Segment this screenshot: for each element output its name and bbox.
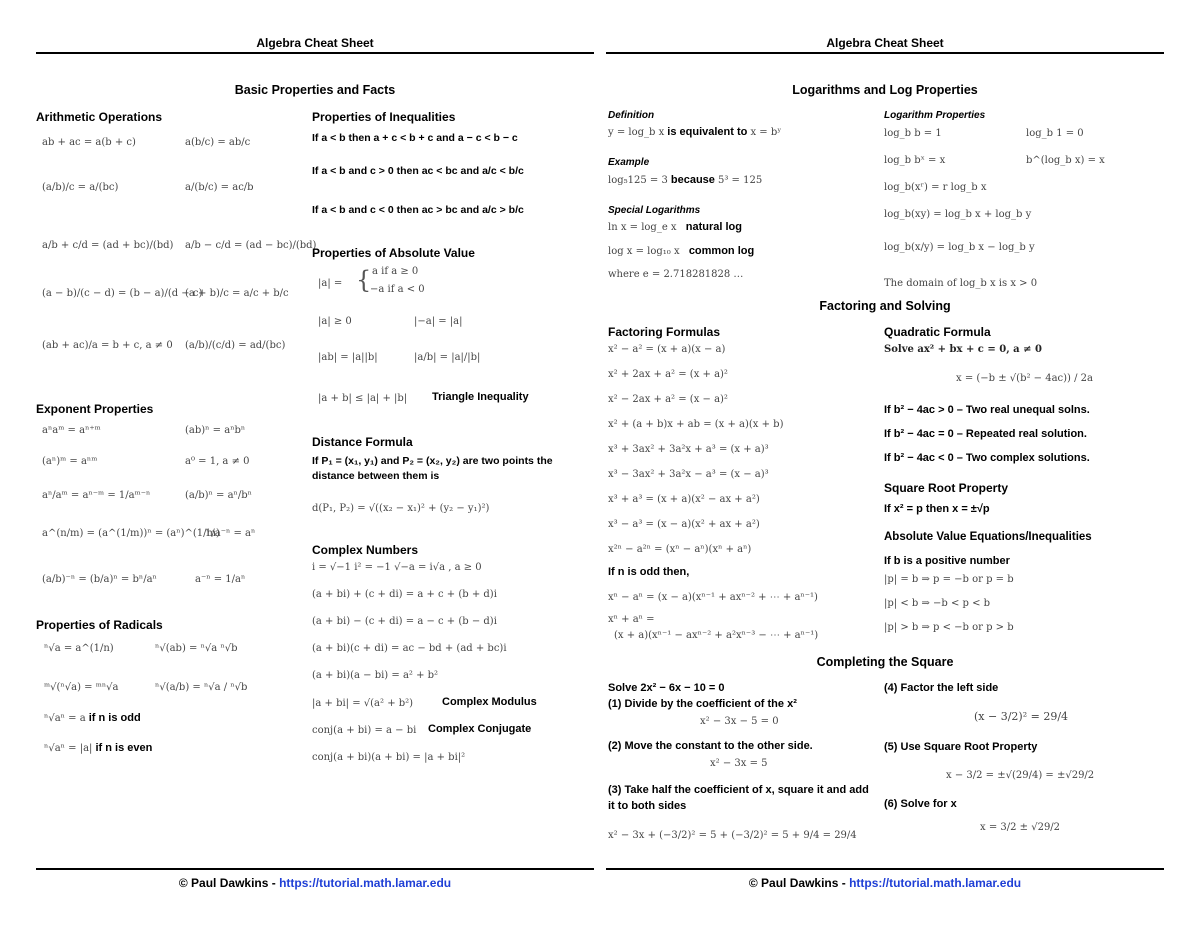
modulus-label: Complex Modulus [442,696,537,708]
formula: x² + (a + b)x + ab = (x + a)(x + b) [608,419,784,430]
conjugate-label: Complex Conjugate [428,723,532,735]
inequality-line: If a < b and c < 0 then ac > bc and a/c > b/c [312,204,524,216]
formula: ⁿ√a = a^(1/n) [44,643,114,654]
footer-rule [606,868,1164,870]
abs-eq-row: |p| < b ⇒ −b < p < b [884,598,991,609]
definition-title: Definition [608,110,655,121]
abs-def-lhs: |a| = [318,278,343,289]
where-line: where e = 2.718281828 … [608,269,744,280]
formula: ᵐ√(ⁿ√a) = ᵐⁿ√a [44,682,119,693]
formula: log_b b = 1 [884,128,942,139]
sqrt-prop-title: Square Root Property [884,481,1009,495]
inequality-line: If a < b and c > 0 then ac < bc and a/c < b/c [312,165,524,177]
radical-even: ⁿ√aⁿ = |a| if n is even [44,742,153,754]
footer-rule [36,868,594,870]
formula: xⁿ + aⁿ = [608,614,655,625]
complete-formula: x² − 3x − 5 = 0 [700,716,779,727]
formula: |ab| = |a||b| [318,352,378,363]
quadratic-solve: Solve ax² + bx + c = 0, a ≠ 0 [884,344,1042,355]
page-footer [600,876,1170,890]
triangle-label: Triangle Inequality [432,391,529,403]
quadratic-case: If b² − 4ac < 0 – Two complex solutions. [884,452,1090,464]
section-title: Logarithms and Log Properties [792,83,978,97]
formula: conj(a + bi) = a − bi [312,725,417,736]
inequalities-title: Properties of Inequalities [312,110,456,124]
formula: a(b/c) = ab/c [185,137,251,148]
formula: x³ + 3ax² + 3a²x + a³ = (x + a)³ [608,444,769,455]
formula: b^(log_b x) = x [1026,155,1105,166]
left-page [30,0,600,927]
absolute-title: Properties of Absolute Value [312,246,475,260]
formula: (ab)ⁿ = aⁿbⁿ [185,425,246,436]
formula: x² + 2ax + a² = (x + a)² [608,369,728,380]
formula: |−a| = |a| [414,316,463,327]
formula: x² − a² = (x + a)(x − a) [608,344,726,355]
formula: (a/b)ⁿ = aⁿ/bⁿ [185,490,252,501]
section-title: Basic Properties and Facts [234,83,396,97]
distance-title: Distance Formula [312,435,413,449]
abs-case: a if a ≥ 0 [372,266,419,277]
special-title: Special Logarithms [608,205,701,216]
footer-link[interactable]: https://tutorial.math.lamar.edu [849,876,1022,890]
log-domain: The domain of log_b x is x > 0 [884,278,1038,289]
header-rule [36,52,594,54]
complete-step: (4) Factor the left side [884,682,999,694]
formula: log_b 1 = 0 [1026,128,1084,139]
ln-line: ln x = log_e x natural log [608,221,742,233]
formula: ab + ac = a(b + c) [42,137,136,148]
complete-step: (3) Take half the coefficient of x, square it and add it to both sides [608,784,869,812]
formula: log_b(xʳ) = r log_b x [884,182,987,193]
log-props-title: Logarithm Properties [884,110,986,121]
section-title: Factoring and Solving [819,299,951,313]
distance-formula: d(P₁, P₂) = √((x₂ − x₁)² + (y₂ − y₁)²) [312,503,490,514]
formula: |a + bi| = √(a² + b²) [312,698,414,709]
complete-step: (2) Move the constant to the other side. [608,740,813,752]
complete-formula: x = 3/2 ± √29/2 [980,822,1061,833]
arithmetic-title: Arithmetic Operations [36,110,163,124]
formula: (a/b)/c = a/(bc) [42,182,119,193]
definition-line: y = log_b x is equivalent to x = bʸ [608,126,782,138]
formula: log_b bˣ = x [884,155,946,166]
formula: x²ⁿ − a²ⁿ = (xⁿ − aⁿ)(xⁿ + aⁿ) [608,544,752,555]
formula: (a + bi)(c + di) = ac − bd + (ad + bc)i [312,643,507,654]
page-header: Algebra Cheat Sheet [826,36,944,50]
abs-eq-lead: If b is a positive number [884,555,1010,567]
formula: (a + bi) − (c + di) = a − c + (b − d)i [312,616,497,627]
footer-link[interactable]: https://tutorial.math.lamar.edu [279,876,452,890]
quadratic-case: If b² − 4ac = 0 – Repeated real solution. [884,428,1087,440]
example-line: log₅125 = 3 because 5³ = 125 [608,174,763,186]
complete-step: (1) Divide by the coefficient of the x² [608,698,797,710]
formula: (a + bi) + (c + di) = a + c + (b + d)i [312,589,497,600]
complex-title: Complex Numbers [312,543,419,557]
right-page [600,0,1170,927]
quadratic-formula: x = (−b ± √(b² − 4ac)) / 2a [956,373,1093,384]
formula: a/b − c/d = (ad − bc)/(bd) [185,240,317,251]
section-title: Completing the Square [816,655,954,669]
exponent-title: Exponent Properties [36,402,154,416]
complete-formula: x² − 3x = 5 [710,758,768,769]
example-title: Example [608,157,650,168]
quadratic-title: Quadratic Formula [884,325,991,339]
formula: aⁿ/aᵐ = aⁿ⁻ᵐ = 1/aᵐ⁻ⁿ [42,490,151,501]
complete-solve: Solve 2x² − 6x − 10 = 0 [608,682,725,694]
formula: (x + a)(xⁿ⁻¹ − axⁿ⁻² + a²xⁿ⁻³ − ⋯ + aⁿ⁻¹) [614,630,819,641]
footer-author: © Paul Dawkins - [178,876,280,890]
factoring-title: Factoring Formulas [608,325,721,339]
formula: a⁰ = 1, a ≠ 0 [185,456,250,467]
formula: |a| ≥ 0 [318,316,352,327]
formula: (aⁿ)ᵐ = aⁿᵐ [42,456,98,467]
quadratic-case: If b² − 4ac > 0 – Two real unequal solns. [884,404,1090,416]
footer-author: © Paul Dawkins - [748,876,850,890]
complete-formula: x² − 3x + (−3/2)² = 5 + (−3/2)² = 5 + 9/4 = 29/4 [608,830,857,841]
sqrt-prop-text: If x² = p then x = ±√p [884,503,990,515]
distance-text: If P₁ = (x₁, y₁) and P₂ = (x₂, y₂) are two points the distance between them is [312,455,553,482]
formula: a/(b/c) = ac/b [185,182,254,193]
formula: (a/b)⁻ⁿ = (b/a)ⁿ = bⁿ/aⁿ [42,574,157,585]
complete-formula: x − 3/2 = ±√(29/4) = ±√29/2 [946,770,1095,781]
formula: x³ − 3ax² + 3a²x − a³ = (x − a)³ [608,469,769,480]
formula: (a/b)/(c/d) = ad/(bc) [185,340,286,351]
formula: a/b + c/d = (ad + bc)/(bd) [42,240,174,251]
formula: ⁿ√(a/b) = ⁿ√a / ⁿ√b [155,682,248,693]
complete-formula: (x − 3/2)² = 29/4 [974,710,1069,723]
log-line: log x = log₁₀ x common log [608,245,755,257]
radical-odd: ⁿ√aⁿ = a if n is odd [44,712,141,724]
formula: aⁿaᵐ = aⁿ⁺ᵐ [42,425,101,436]
abs-case: −a if a < 0 [370,284,425,295]
formula: a⁻ⁿ = 1/aⁿ [195,574,246,585]
inequality-line: If a < b then a + c < b + c and a − c < b − c [312,132,518,144]
brace-glyph: { [356,266,372,294]
complete-step: (6) Solve for x [884,798,957,810]
complete-step: (5) Use Square Root Property [884,741,1038,753]
formula: |a + b| ≤ |a| + |b| [318,393,408,404]
formula: conj(a + bi)(a + bi) = |a + bi|² [312,752,466,763]
formula: x² − 2ax + a² = (x − a)² [608,394,728,405]
formula: x³ + a³ = (x + a)(x² − ax + a²) [608,494,760,505]
page-footer [30,876,600,890]
formula: (a − b)/(c − d) = (b − a)/(d − c) [42,288,203,299]
abs-eq-row: |p| = b ⇒ p = −b or p = b [884,574,1014,585]
formula: |a/b| = |a|/|b| [414,352,481,363]
formula: (a + b)/c = a/c + b/c [185,288,289,299]
formula: 1/a⁻ⁿ = aⁿ [205,528,256,539]
odd-label: If n is odd then, [608,566,690,578]
formula: x³ − a³ = (x − a)(x² + ax + a²) [608,519,760,530]
abs-eq-row: |p| > b ⇒ p < −b or p > b [884,622,1014,633]
radicals-title: Properties of Radicals [36,618,163,632]
formula: xⁿ − aⁿ = (x − a)(xⁿ⁻¹ + axⁿ⁻² + ⋯ + aⁿ⁻¹) [608,592,818,603]
abs-eq-title: Absolute Value Equations/Inequalities [884,531,1092,543]
page-header: Algebra Cheat Sheet [256,36,374,50]
header-rule [606,52,1164,54]
formula: a^(n/m) = (a^(1/m))ⁿ = (aⁿ)^(1/m) [42,528,220,539]
complex-defs: i = √−1 i² = −1 √−a = i√a , a ≥ 0 [312,562,482,573]
formula: (a + bi)(a − bi) = a² + b² [312,670,439,681]
formula: ⁿ√(ab) = ⁿ√a ⁿ√b [155,643,238,654]
formula: log_b(x/y) = log_b x − log_b y [884,242,1035,253]
formula: (ab + ac)/a = b + c, a ≠ 0 [42,340,173,351]
formula: log_b(xy) = log_b x + log_b y [884,209,1032,220]
